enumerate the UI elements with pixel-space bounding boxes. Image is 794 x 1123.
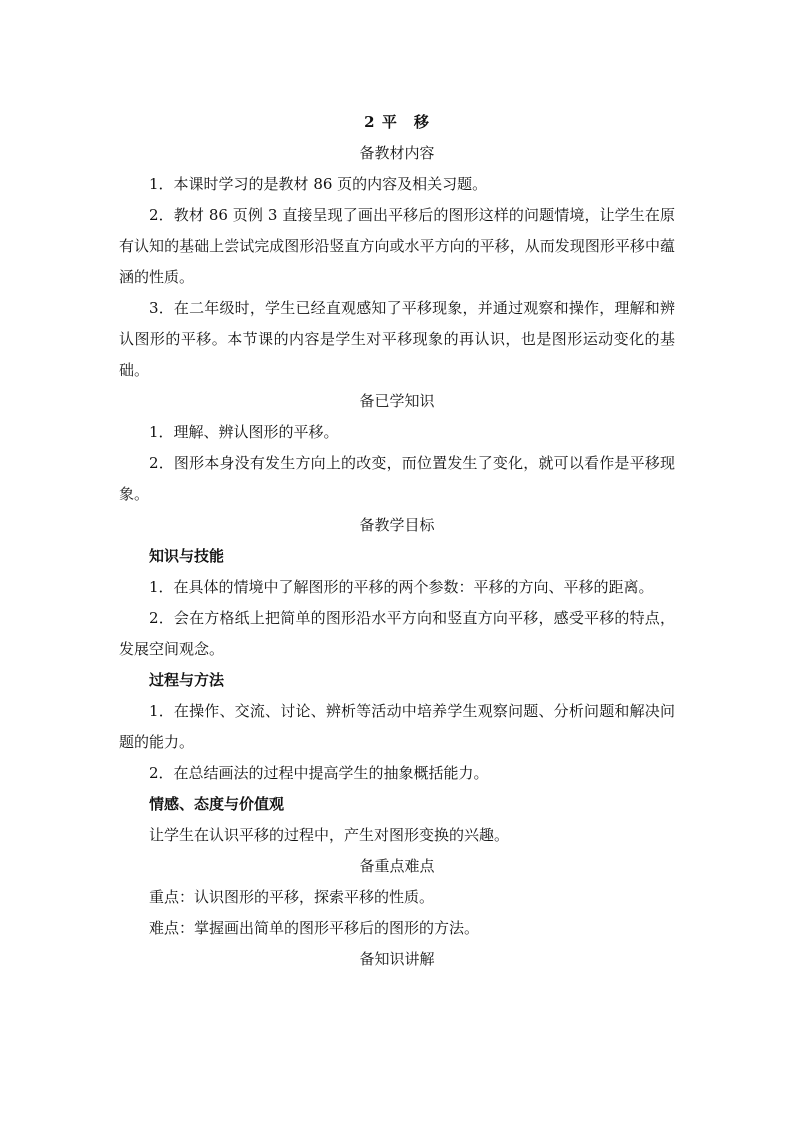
materials-paragraph-2: 2．教材 86 页例 3 直接呈现了画出平移后的图形这样的问题情境，让学生在原有认知的基础上尝试完成图形沿竖直方向或水平方向的平移，从而发现图形平移中蕴涵的性质。 — [119, 206, 675, 286]
prior-paragraph-2: 2．图形本身没有发生方向上的改变，而位置发生了变化，就可以看作是平移现象。 — [119, 454, 675, 503]
goals-attitude-paragraph: 让学生在认识平移的过程中，产生对图形变换的兴趣。 — [149, 826, 510, 844]
section-heading-prior-knowledge: 备已学知识 — [359, 392, 435, 410]
goals-knowledge-paragraph-2: 2．会在方格纸上把简单的图形沿水平方向和竖直方向平移，感受平移的特点，发展空间观念。 — [119, 609, 675, 658]
document-body — [119, 107, 675, 975]
goals-knowledge-paragraph-1: 1．在具体的情境中了解图形的平移的两个参数：平移的方向、平移的距离。 — [149, 578, 654, 596]
key-point: 重点：认识图形的平移，探索平移的性质。 — [149, 888, 435, 906]
section-heading-materials: 备教材内容 — [359, 144, 435, 162]
lesson-title: 2 平 移 — [364, 113, 430, 131]
section-heading-key-points: 备重点难点 — [359, 857, 435, 875]
difficult-point: 难点：掌握画出简单的图形平移后的图形的方法。 — [149, 919, 480, 937]
goals-process-paragraph-2: 2．在总结画法的过程中提高学生的抽象概括能力。 — [149, 764, 489, 782]
materials-paragraph-1: 1．本课时学习的是教材 86 页的内容及相关习题。 — [149, 175, 488, 193]
goals-subheading-attitude: 情感、态度与价值观 — [149, 795, 285, 813]
section-heading-goals: 备教学目标 — [359, 516, 435, 534]
goals-subheading-knowledge: 知识与技能 — [149, 547, 225, 565]
goals-subheading-process: 过程与方法 — [149, 671, 225, 689]
prior-paragraph-1: 1．理解、辨认图形的平移。 — [149, 423, 339, 441]
materials-paragraph-3: 3．在二年级时，学生已经直观感知了平移现象，并通过观察和操作，理解和辨认图形的平移。本节课的内容是学生对平移现象的再认识，也是图形运动变化的基础。 — [119, 299, 675, 379]
goals-process-paragraph-1: 1．在操作、交流、讨论、辨析等活动中培养学生观察问题、分析问题和解决问题的能力。 — [119, 702, 675, 751]
section-heading-explanation: 备知识讲解 — [359, 950, 435, 968]
